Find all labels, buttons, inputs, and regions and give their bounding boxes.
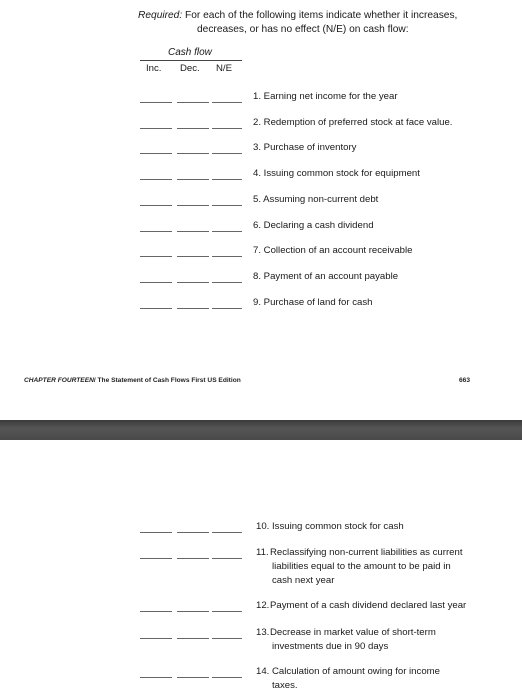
- decrease-blank[interactable]: [177, 677, 209, 678]
- decrease-blank[interactable]: [177, 153, 209, 154]
- increase-blank[interactable]: [140, 179, 172, 180]
- no-effect-blank[interactable]: [212, 677, 242, 678]
- item-text: 9. Purchase of land for cash: [253, 297, 373, 308]
- increase-blank[interactable]: [140, 638, 172, 639]
- no-effect-blank[interactable]: [212, 532, 242, 533]
- no-effect-blank[interactable]: [212, 256, 242, 257]
- worksheet-page-2: [0, 440, 522, 700]
- item-text: 7. Collection of an account receivable: [253, 245, 413, 256]
- increase-blank[interactable]: [140, 532, 172, 533]
- increase-blank[interactable]: [140, 231, 172, 232]
- increase-blank[interactable]: [140, 282, 172, 283]
- item-text-line: Reclassifying non-current liabilities as current: [270, 547, 463, 558]
- decrease-blank[interactable]: [177, 558, 209, 559]
- cash-flow-heading: Cash flow: [168, 47, 212, 58]
- no-effect-blank[interactable]: [212, 282, 242, 283]
- no-effect-blank[interactable]: [212, 638, 242, 639]
- decrease-blank[interactable]: [177, 308, 209, 309]
- item-text-line: Calculation of amount owing for income: [272, 666, 440, 677]
- item-text-line: Payment of a cash dividend declared last year: [270, 600, 467, 611]
- item-text: 3. Purchase of inventory: [253, 142, 357, 153]
- footer-book-title: / The Statement of Cash Flows First US Edition: [93, 377, 241, 384]
- item-number: 13.: [256, 627, 270, 638]
- increase-blank[interactable]: [140, 308, 172, 309]
- item-text-line: liabilities equal to the amount to be paid in: [272, 561, 451, 572]
- column-header-no-effect: N/E: [216, 63, 232, 74]
- instructions: [138, 9, 508, 37]
- decrease-blank[interactable]: [177, 256, 209, 257]
- item-text: 1. Earning net income for the year: [253, 91, 398, 102]
- increase-blank[interactable]: [140, 677, 172, 678]
- item-text: 8. Payment of an account payable: [253, 271, 399, 282]
- increase-blank[interactable]: [140, 611, 172, 612]
- no-effect-blank[interactable]: [212, 153, 242, 154]
- no-effect-blank[interactable]: [212, 611, 242, 612]
- decrease-blank[interactable]: [177, 205, 209, 206]
- no-effect-blank[interactable]: [212, 205, 242, 206]
- item-text-line: taxes.: [272, 680, 298, 691]
- decrease-blank[interactable]: [177, 282, 209, 283]
- instructions-line-1: For each of the following items indicate whether it increases,: [182, 10, 458, 21]
- no-effect-blank[interactable]: [212, 308, 242, 309]
- decrease-blank[interactable]: [177, 102, 209, 103]
- column-header-increase: Inc.: [146, 63, 162, 74]
- decrease-blank[interactable]: [177, 179, 209, 180]
- increase-blank[interactable]: [140, 256, 172, 257]
- item-number: 11.: [256, 547, 269, 558]
- item-number: 12.: [256, 600, 270, 611]
- increase-blank[interactable]: [140, 205, 172, 206]
- page-footer-title: [24, 377, 241, 384]
- footer-chapter: CHAPTER FOURTEEN: [24, 377, 94, 384]
- no-effect-blank[interactable]: [212, 128, 242, 129]
- increase-blank[interactable]: [140, 128, 172, 129]
- decrease-blank[interactable]: [177, 128, 209, 129]
- increase-blank[interactable]: [140, 558, 172, 559]
- no-effect-blank[interactable]: [212, 102, 242, 103]
- item-text-line: investments due in 90 days: [272, 641, 389, 652]
- item-text: 5. Assuming non-current debt: [253, 194, 379, 205]
- decrease-blank[interactable]: [177, 532, 209, 533]
- item-text-line: Issuing common stock for cash: [272, 521, 404, 532]
- item-text-line: cash next year: [272, 575, 335, 586]
- decrease-blank[interactable]: [177, 638, 209, 639]
- cash-flow-heading-rule: [140, 60, 242, 61]
- decrease-blank[interactable]: [177, 231, 209, 232]
- increase-blank[interactable]: [140, 153, 172, 154]
- no-effect-blank[interactable]: [212, 179, 242, 180]
- item-number: 14.: [256, 666, 270, 677]
- no-effect-blank[interactable]: [212, 558, 242, 559]
- increase-blank[interactable]: [140, 102, 172, 103]
- item-number: 10.: [256, 521, 270, 532]
- decrease-blank[interactable]: [177, 611, 209, 612]
- instructions-lead: Required:: [138, 10, 183, 21]
- no-effect-blank[interactable]: [212, 231, 242, 232]
- item-text: 2. Redemption of preferred stock at face value.: [253, 117, 453, 128]
- page-number: 663: [459, 377, 471, 384]
- item-text: 4. Issuing common stock for equipment: [253, 168, 420, 179]
- page-separator: [0, 420, 522, 440]
- instructions-line-2: decreases, or has no effect (N/E) on cash flow:: [197, 24, 409, 35]
- item-text-line: Decrease in market value of short-term: [270, 627, 436, 638]
- column-header-decrease: Dec.: [180, 63, 200, 74]
- item-text: 6. Declaring a cash dividend: [253, 220, 374, 231]
